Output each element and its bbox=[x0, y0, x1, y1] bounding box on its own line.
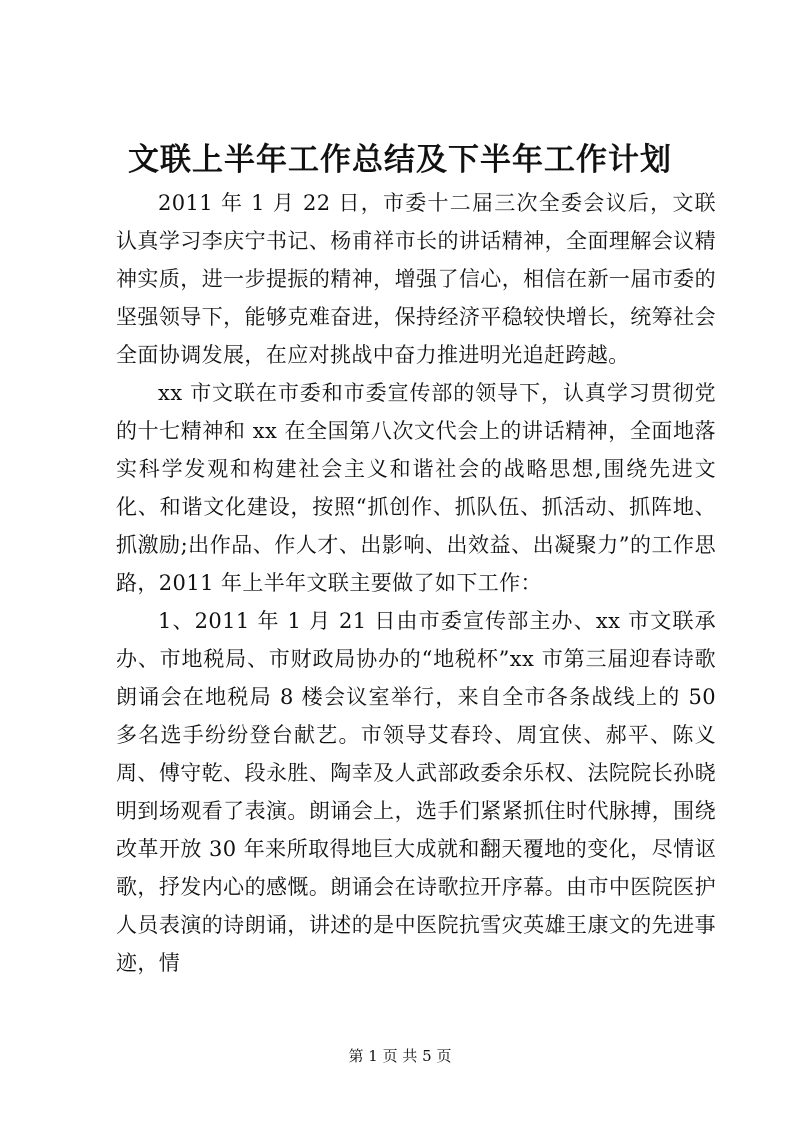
paragraph-overview: xx 市文联在市委和市委宣传部的领导下，认真学习贯彻党的十七精神和 xx 在全国第八次文代会上的讲话精神，全面地落实科学发观和构建社会主义和谐社会的战略思想,围绕先进文化、和谐文化建设，按照“抓创作、抓队伍、抓活动、抓阵地、抓激励;出作品、作人才、出影响、出效益、出凝聚力”的工作思路，2011 年上半年文联主要做了如下工作： bbox=[116, 381, 716, 595]
document-title: 文联上半年工作总结及下半年工作计划 bbox=[128, 142, 672, 178]
document-body bbox=[116, 184, 716, 982]
page-number-footer: 第 1 页 共 5 页 bbox=[348, 1047, 452, 1065]
paragraph-intro: 2011 年 1 月 22 日，市委十二届三次全委会议后，文联认真学习李庆宁书记、杨甫祥市长的讲话精神，全面理解会议精神实质，进一步提振的精神，增强了信心，相信在新一届市委的坚强领导下，能够克难奋进，保持经济平稳较快增长，统筹社会全面协调发展，在应对挑战中奋力推进明光追赶跨越。 bbox=[116, 191, 716, 367]
paragraph-item-1: 1、2011 年 1 月 21 日由市委宣传部主办、xx 市文联承办、市地税局、市财政局协办的“地税杯”xx 市第三届迎春诗歌朗诵会在地税局 8 楼会议室举行，来自全市各条战线上的 50 多名选手纷纷登台献艺。市领导艾春玲、周宜侠、郝平、陈义周、傅守乾、段永胜、陶幸及人武部政委余乐权、法院院长孙晓明到场观看了表演。朗诵会上，选手们紧紧抓住时代脉搏，围绕改革开放 30 年来所取得地巨大成就和翻天覆地的变化，尽情讴歌，抒发内心的感慨。朗诵会在诗歌拉开序幕。由市中医院医护人员表演的诗朗诵，讲述的是中医院抗雪灾英雄王康文的先进事迹，情 bbox=[116, 609, 716, 975]
